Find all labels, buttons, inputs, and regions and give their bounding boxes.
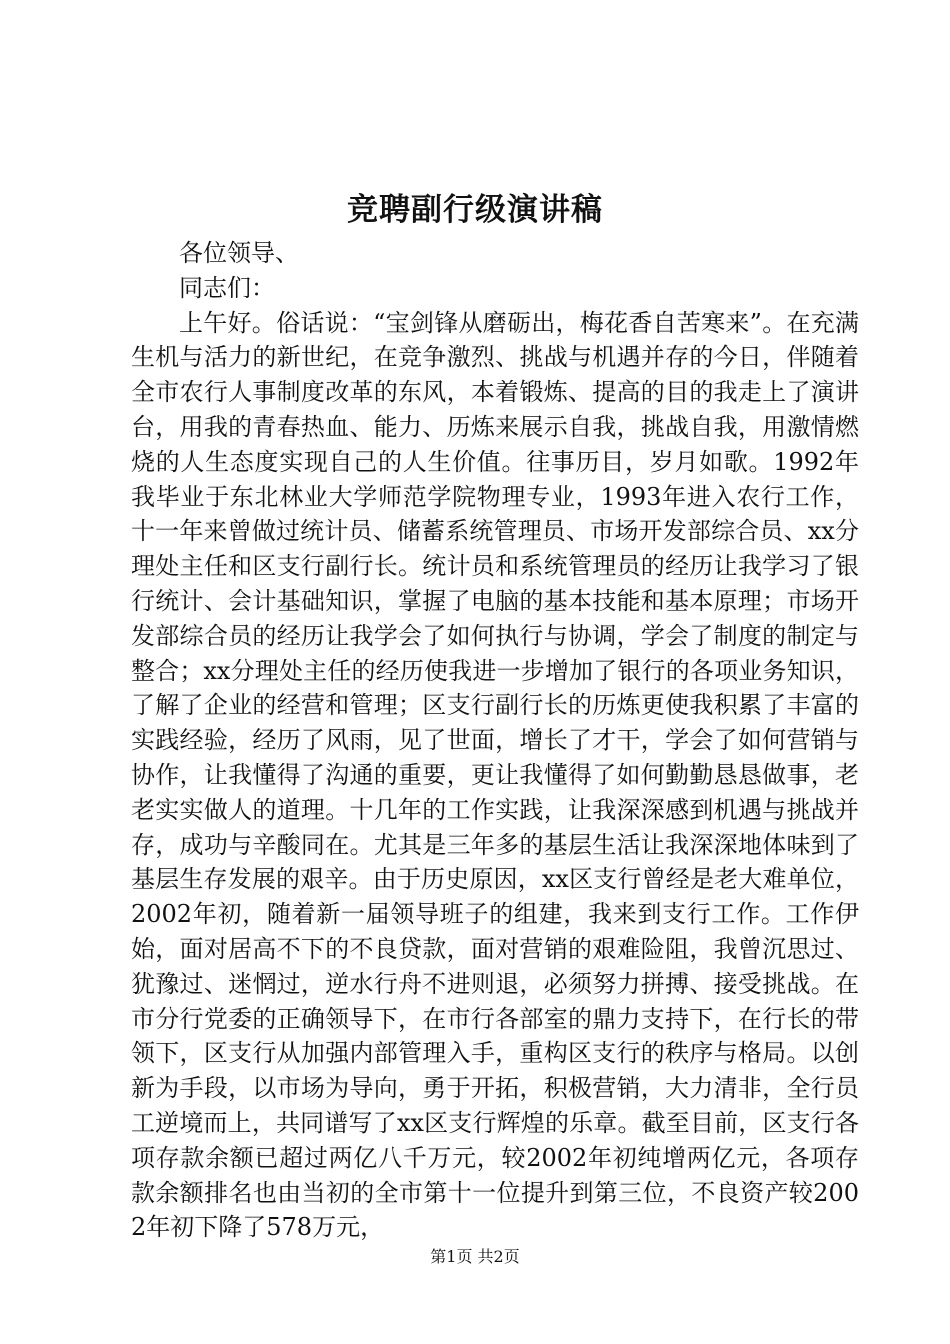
salutation-line-1: 各位领导、	[179, 239, 299, 267]
document-title: 竞聘副行级演讲稿	[347, 192, 603, 228]
body-paragraph: 上午好。俗话说：“宝剑锋从磨砺出，梅花香自苦寒来”。在充满生机与活力的新世纪，在竞争激烈、挑战与机遇并存的今日，伴随着全市农行人事制度改革的东风，本着锻炼、提高的目的我走上了演讲台，用我的青春热血、能力、历炼来展示自我，挑战自我，用激情燃烧的人生态度实现自己的人生价值。往事历目，岁月如歌。1992年我毕业于东北林业大学师范学院物理专业，1993年进入农行工作，十一年来曾做过统计员、储蓄系统管理员、市场开发部综合员、xx分理处主任和区支行副行长。统计员和系统管理员的经历让我学习了银行统计、会计基础知识，掌握了电脑的基本技能和基本原理；市场开发部综合员的经历让我学会了如何执行与协调，学会了制度的制定与整合；xx分理处主任的经历使我进一步增加了银行的各项业务知识，了解了企业的经营和管理；区支行副行长的历炼更使我积累了丰富的实践经验，经历了风雨，见了世面，增长了才干，学会了如何营销与协作，让我懂得了沟通的重要，更让我懂得了如何勤勤恳恳做事，老老实实做人的道理。十几年的工作实践，让我深深感到机遇与挑战并存，成功与辛酸同在。尤其是三年多的基层生活让我深深地体味到了基层生存发展的艰辛。由于历史原因，xx区支行曾经是老大难单位，2002年初，随着新一届领导班子的组建，我来到支行工作。工作伊始，面对居高不下的不良贷款，面对营销的艰难险阻，我曾沉思过、犹豫过、迷惘过，逆水行舟不进则退，必须努力拼搏、接受挑战。在市分行党委的正确领导下，在市行各部室的鼎力支持下，在行长的带领下，区支行从加强内部管理入手，重构区支行的秩序与格局。以创新为手段，以市场为导向，勇于开拓，积极营销，大力清非，全行员工逆境而上，共同谱写了xx区支行辉煌的乐章。截至目前，区支行各项存款余额已超过两亿八千万元，较2002年初纯增两亿元，各项存款余额排名也由当初的全市第十一位提升到第三位，不良资产较2002年初下降了578万元，	[131, 308, 859, 1242]
page-footer: 第1页 共2页	[430, 1247, 520, 1266]
document-body	[131, 236, 859, 1245]
salutation-line-2: 同志们：	[179, 273, 275, 302]
